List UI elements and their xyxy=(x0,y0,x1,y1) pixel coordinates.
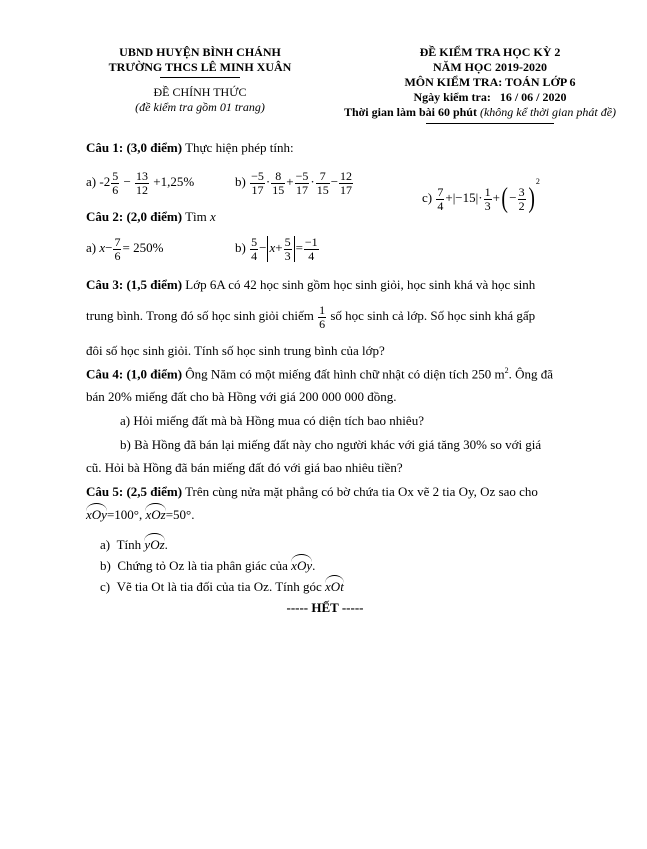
q1-part-c: c) $\frac{7}{4}$ +|−15|· $\frac{1}{3}$ +(− $\frac{3}{2}$ )$^2$ xyxy=(422,177,540,215)
q4-part-a: a) Hỏi miếng đất mà bà Hồng mua có diện tích bao nhiêu? xyxy=(120,413,424,428)
q4-title: Câu 4: (1,0 điểm) xyxy=(86,366,183,382)
q1-text: Thực hiện phép tính: xyxy=(185,140,294,155)
q2-text: Tìm xyxy=(185,209,207,224)
exam-duration-note: (không kể thời gian phát đề) xyxy=(479,105,617,119)
q5-line1: Câu 5: (2,5 điểm) Trên cùng nửa mặt phẳng có bờ chứa tia Ox vẽ 2 tia Oy, Oz sao cho xyxy=(86,484,538,499)
exam-duration xyxy=(330,105,630,120)
exam-title: ĐỀ KIỂM TRA HỌC KỲ 2 xyxy=(419,45,561,59)
q2-heading xyxy=(86,209,216,225)
q2-b-label: b) xyxy=(235,240,246,255)
q2-b-frac1: $\frac{5}{4}$ xyxy=(251,234,258,263)
q2-var: x xyxy=(209,209,216,224)
q2-a-label: a) xyxy=(86,240,97,255)
angle-xoy: xOy xyxy=(86,502,107,523)
q1-heading xyxy=(86,140,294,156)
q1-c-frac1: $\frac{7}{4}$ xyxy=(437,184,444,213)
exam-date-label: Ngày kiểm tra: xyxy=(413,90,491,104)
q5-part-c: c) Vẽ tia Ot là tia đối của tia Oz. Tính góc xOt xyxy=(100,574,344,595)
q1-c-exponent: 2 xyxy=(535,177,540,186)
q1-a-minus: − xyxy=(123,174,131,189)
official-exam-label: ĐỀ CHÍNH THỨC xyxy=(153,85,247,99)
q2-part-b: b) $\frac{5}{4}$ − x+ $\frac{5}{3}$ = $\frac{-1}{4}$ xyxy=(235,234,318,263)
q1-part-a xyxy=(86,164,194,200)
q2-title: Câu 2: (2,0 điểm) xyxy=(86,209,183,224)
subject: MÔN KIỂM TRA: TOÁN LỚP 6 xyxy=(404,75,576,89)
q1-b-frac4: $\frac{7}{15}$ xyxy=(316,168,329,197)
page-count-note: (đề kiểm tra gồm 01 trang) xyxy=(135,100,265,114)
q1-a-tail: +1,25% xyxy=(153,174,195,189)
q1-a-frac2: $\frac{13}{12}$ xyxy=(136,168,149,197)
q1-b-frac2: $\frac{8}{15}$ xyxy=(272,168,285,197)
q2-b-frac3: $\frac{-1}{4}$ xyxy=(304,234,318,263)
angle-yoz: yOz xyxy=(144,532,164,553)
q3-title: Câu 3: (1,5 điểm) xyxy=(86,277,183,292)
q1-part-b: b) $\frac{-5}{17}$ · $\frac{8}{15}$ + $\frac{-5}{17}$ · $\frac{7}{15}$ − $\frac{12}{17}$ xyxy=(235,168,353,197)
q2-b-frac2: $\frac{5}{3}$ xyxy=(284,234,291,263)
q1-b-frac1: $\frac{-5}{17}$ xyxy=(251,168,264,197)
q5-line2: xOy=100°, xOz=50°. xyxy=(86,502,194,523)
q3-line2: trung bình. Trong đó số học sinh giỏi chiếm $\frac{1}{6}$ số học sinh cả lớp. Số học sinh khá gấp xyxy=(86,302,536,331)
q1-c-frac2: $\frac{1}{3}$ xyxy=(484,184,491,213)
header-left-divider xyxy=(160,77,240,78)
school-name: TRƯỜNG THCS LÊ MINH XUÂN xyxy=(108,60,292,74)
q4-part-b-line2: cũ. Hỏi bà Hồng đã bán miếng đất đó với giá bao nhiêu tiền? xyxy=(86,460,403,475)
q5-part-b: b) Chứng tỏ Oz là tia phân giác của xOy. xyxy=(100,553,315,574)
q1-a-label: a) xyxy=(86,174,97,189)
q1-c-frac3: $\frac{3}{2}$ xyxy=(518,184,525,213)
header-right-divider xyxy=(426,123,554,124)
q1-b-label: b) xyxy=(235,174,246,189)
q1-b-frac5: $\frac{12}{17}$ xyxy=(340,168,353,197)
exam-date xyxy=(370,90,610,105)
q2-a-frac: $\frac{7}{6}$ xyxy=(114,234,121,263)
q1-c-label: c) xyxy=(422,190,433,205)
q1-a-int: -2 xyxy=(99,174,111,189)
end-marker: ----- HẾT ----- xyxy=(286,600,364,615)
school-year: NĂM HỌC 2019-2020 xyxy=(433,60,547,74)
exam-date-value: 16 / 06 / 2020 xyxy=(499,90,567,104)
exam-duration-text: Thời gian làm bài 60 phút xyxy=(343,105,477,119)
q1-b-frac3: $\frac{-5}{17}$ xyxy=(295,168,309,197)
q4-line2: bán 20% miếng đất cho bà Hồng với giá 200 000 000 đồng. xyxy=(86,389,397,404)
angle-xoy-2: xOy xyxy=(291,553,312,574)
q5-part-a: a) Tính yOz. xyxy=(100,532,168,553)
q4-line1: Câu 4: (1,0 điểm) Ông Năm có một miếng đất hình chữ nhật có diện tích 250 $m^2$. Ông đã xyxy=(86,366,554,382)
q5-title: Câu 5: (2,5 điểm) xyxy=(86,484,183,499)
q1-title: Câu 1: (3,0 điểm) xyxy=(86,140,183,155)
q3-line3: đôi số học sinh giỏi. Tính số học sinh trung bình của lớp? xyxy=(86,343,385,358)
q3-frac: $\frac{1}{6}$ xyxy=(319,302,326,331)
q3-line1: Câu 3: (1,5 điểm) Lớp 6A có 42 học sinh gồm học sinh giỏi, học sinh khá và học sinh xyxy=(86,277,536,292)
school-district: UBND HUYỆN BÌNH CHÁNH xyxy=(119,45,281,59)
angle-xot: xOt xyxy=(325,574,344,595)
q1-a-frac1: $\frac{5}{6}$ xyxy=(112,168,119,197)
angle-xoz: xOz xyxy=(145,502,165,523)
q2-part-a: a) x− $\frac{7}{6}$ = 250% xyxy=(86,234,164,263)
q4-part-b-line1: b) Bà Hồng đã bán lại miếng đất này cho người khác với giá tăng 30% so với giá xyxy=(120,437,542,452)
